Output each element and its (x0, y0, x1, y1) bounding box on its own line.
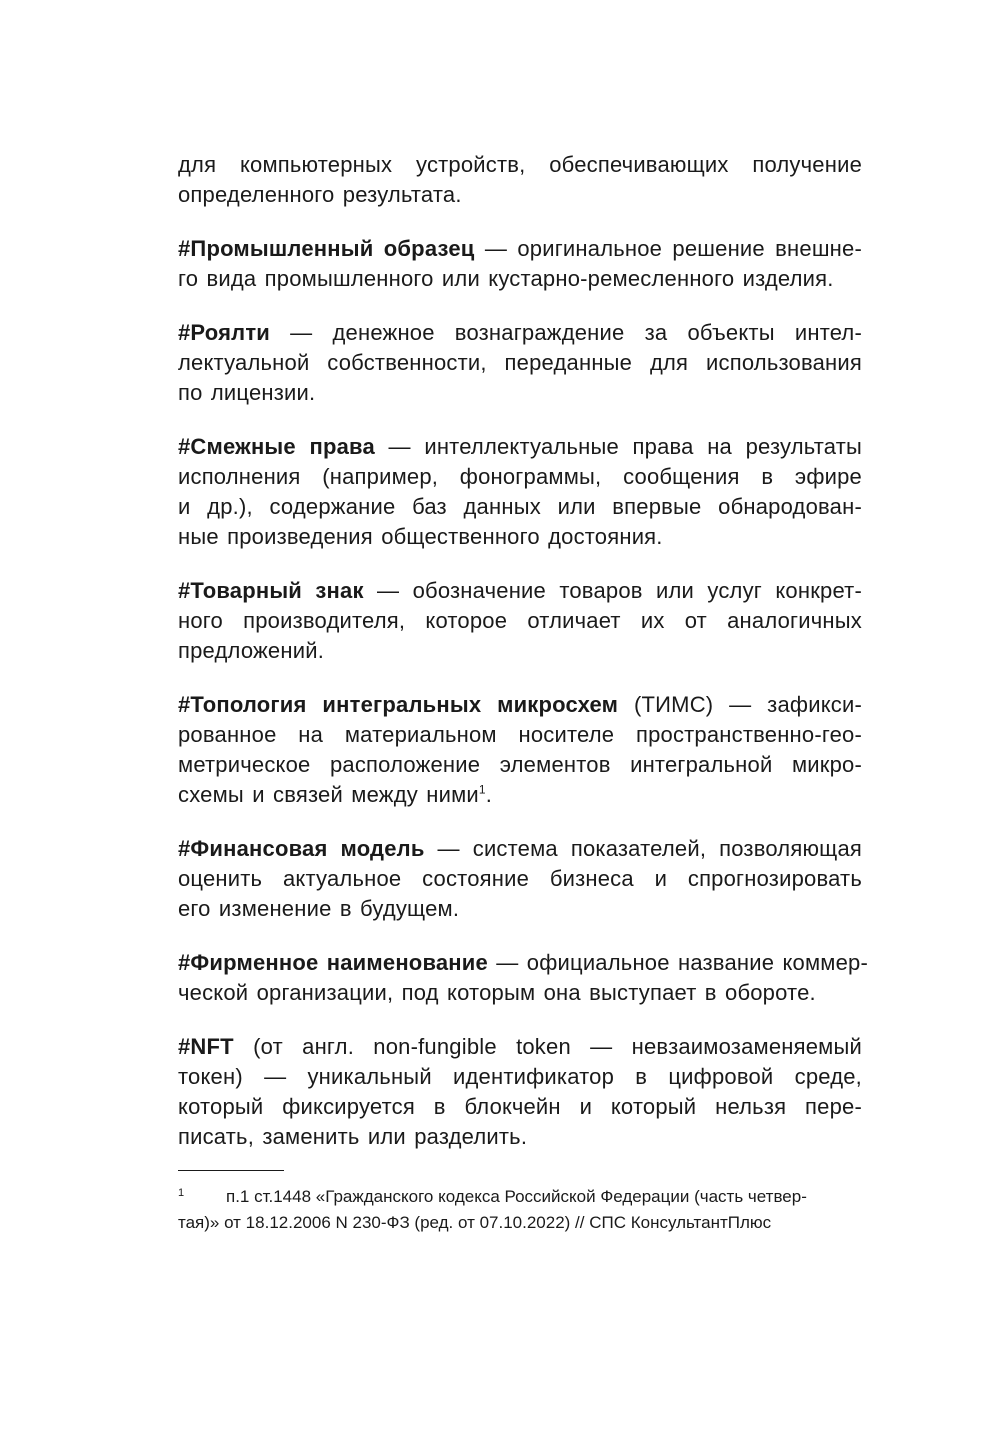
text-line: ческой организации, под которым она выступает в обороте. (178, 980, 816, 1005)
text-line: — обозначение товаров или услуг конкрет- (363, 578, 862, 603)
text-line: писать, заменить или разделить. (178, 1124, 528, 1149)
text-line: — официальное название коммер- (487, 950, 869, 975)
text-line: — интеллектуальные права на результаты (374, 434, 862, 459)
text-line-tail: . (485, 782, 493, 807)
page-body (178, 150, 869, 1176)
footnote-line: п.1 ст.1448 «Гражданского кодекса Российской Федерации (часть четвер- (226, 1187, 807, 1206)
glossary-entry-royalty (178, 318, 862, 408)
glossary-entry-nft (178, 1032, 862, 1152)
glossary-entry-financial-model (178, 834, 862, 924)
glossary-entry-company-name (178, 948, 869, 1008)
text-line: — система показателей, позволяющая (424, 836, 863, 861)
glossary-term: #Роялти (178, 320, 271, 345)
text-line: (от англ. non-fungible token — невзаимозаменяемый (233, 1034, 862, 1059)
footnote-number: 1 (178, 1187, 185, 1199)
glossary-entry-trademark (178, 576, 862, 666)
text-line: по лицензии. (178, 380, 316, 405)
text-line: который фиксируется в блокчейн и который нельзя пере- (178, 1094, 862, 1119)
footnote-line: тая)» от 18.12.2006 N 230-ФЗ (ред. от 07.10.2022) // СПС КонсультантПлюс (178, 1213, 772, 1232)
glossary-term: #Финансовая модель (178, 836, 425, 861)
text-line: исполнения (например, фонограммы, сообщения в эфире (178, 464, 862, 489)
paragraph-continuation (178, 150, 862, 210)
glossary-term: #Промышленный образец (178, 236, 475, 261)
text-line: — денежное вознаграждение за объекты интел- (270, 320, 862, 345)
text-line: (ТИМС) — зафикси- (618, 692, 862, 717)
text-line: токен) — уникальный идентификатор в цифровой среде, (178, 1064, 862, 1089)
text-line: схемы и связей между ними (178, 782, 479, 807)
text-line: оценить актуальное состояние бизнеса и спрогнозировать (178, 866, 862, 891)
glossary-term: #Товарный знак (178, 578, 364, 603)
text-line: и др.), содержание баз данных или впервые обнародован- (178, 494, 862, 519)
footnote (178, 1184, 862, 1236)
text-line: метрическое расположение элементов интегральной микро- (178, 752, 862, 777)
glossary-entry-ic-topology (178, 690, 862, 810)
glossary-term: #NFT (178, 1034, 234, 1059)
text-line: предложений. (178, 638, 325, 663)
text-line: — оригинальное решение внешне- (474, 236, 862, 261)
text-line: для компьютерных устройств, обеспечивающих получение (178, 152, 862, 177)
glossary-entry-related-rights (178, 432, 862, 552)
text-line: его изменение в будущем. (178, 896, 460, 921)
text-line: лектуальной собственности, переданные для использования (178, 350, 862, 375)
glossary-term: #Фирменное наименование (178, 950, 488, 975)
text-line: рованное на материальном носителе пространственно-гео- (178, 722, 862, 747)
text-line: ного производителя, которое отличает их от аналогичных (178, 608, 862, 633)
glossary-term: #Топология интегральных микросхем (178, 692, 619, 717)
text-line: ные произведения общественного достояния. (178, 524, 663, 549)
footnote-reference[interactable]: 1 (478, 782, 486, 797)
text-line: го вида промышленного или кустарно-ремесленного изделия. (178, 266, 834, 291)
glossary-term: #Смежные права (178, 434, 375, 459)
glossary-entry-industrial-design (178, 234, 862, 294)
text-line: определенного результата. (178, 182, 462, 207)
footnote-divider (178, 1170, 284, 1171)
